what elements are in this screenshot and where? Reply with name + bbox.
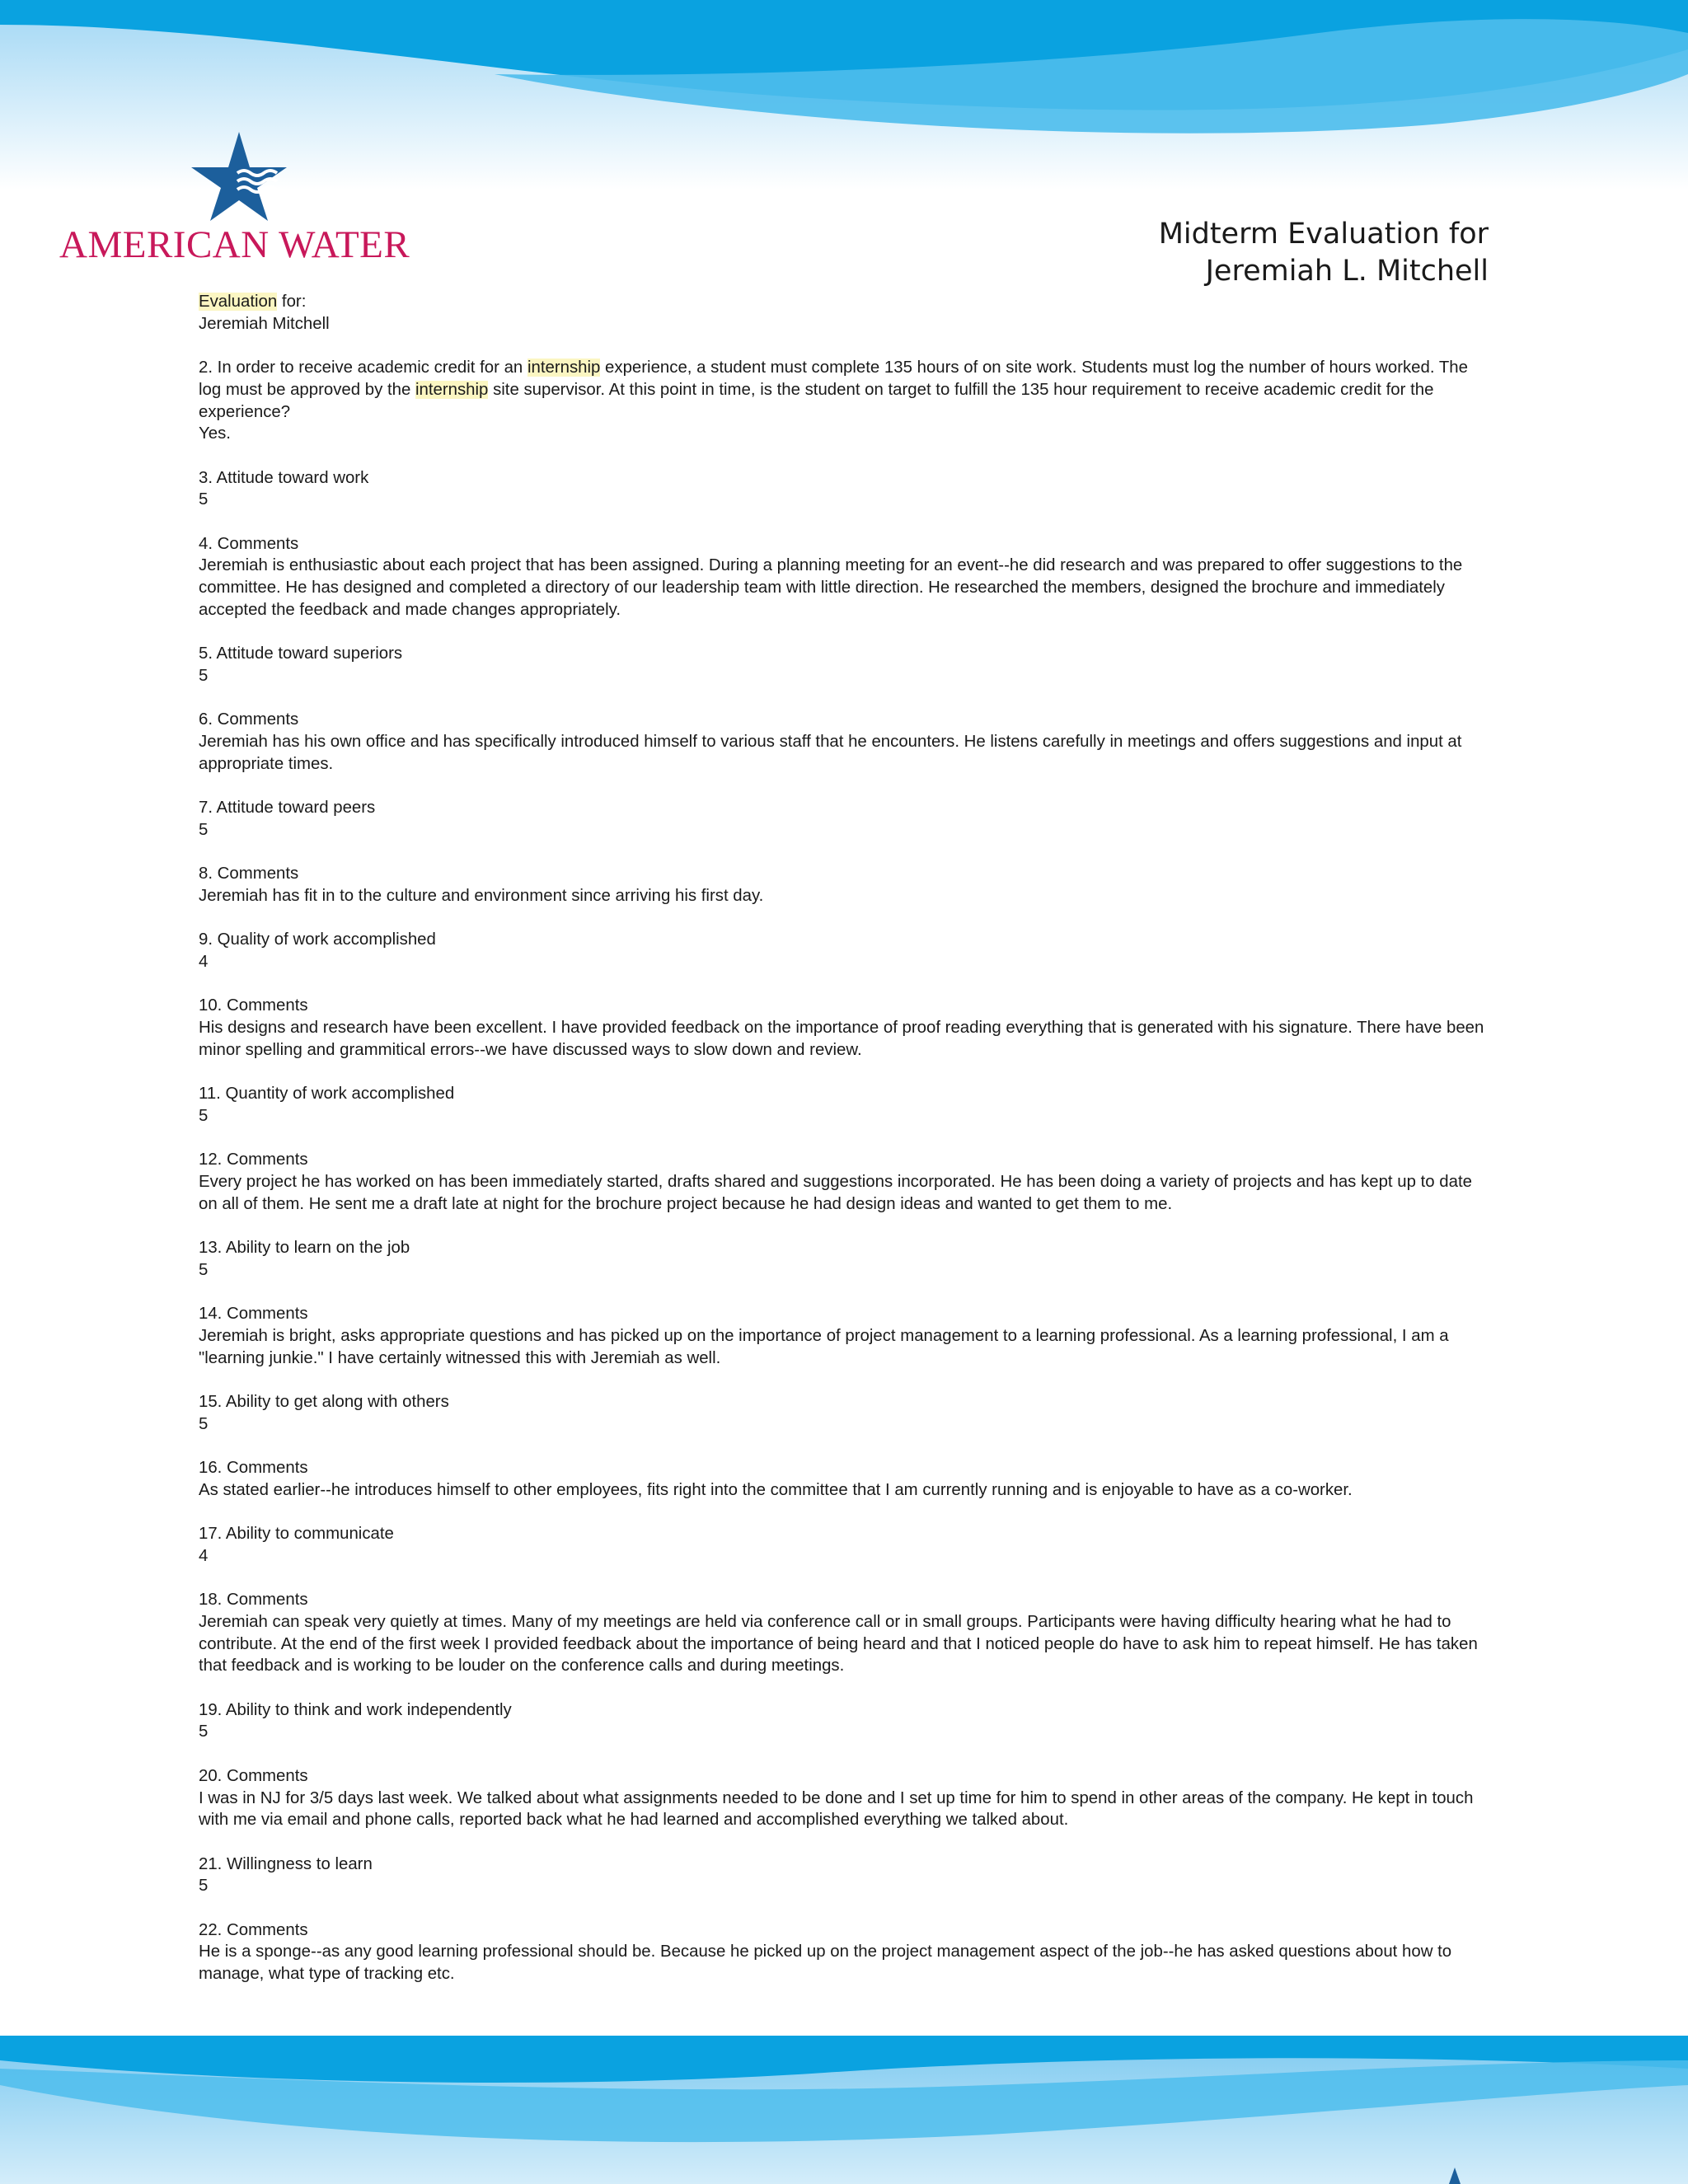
item-value: 4 (199, 1546, 209, 1565)
item-value: Jeremiah is enthusiastic about each project that has been assigned. During a planning meeting for an event--he did research and was prepared to offer suggestions to the committee. He has designed and completed a directory of our leadership team with little direction. He researched the members, designed the brochure and immediately accepted the feedback and made changes appropriately. (199, 556, 1463, 619)
title-line-2: Jeremiah L. Mitchell (1205, 255, 1489, 288)
item-value: 4 (199, 952, 209, 971)
item-label: 22. Comments (199, 1920, 308, 1939)
footer-wave-graphic (0, 2036, 1688, 2184)
highlighted-word: internship (527, 359, 601, 377)
item-label: 14. Comments (199, 1305, 308, 1324)
evaluation-for-label: Evaluation for: (199, 293, 307, 311)
item-value: 5 (199, 1260, 209, 1279)
evaluation-body (199, 291, 1493, 1985)
item-value: Every project he has worked on has been immediately started, drafts shared and suggestions incorporated. He has been doing a variety of projects and has kept up to date on all of them. He sent me a draft late at night for the brochure project because he had design ideas and wanted to get them to me. (199, 1172, 1472, 1213)
item-label: 18. Comments (199, 1591, 308, 1610)
page-title (1159, 216, 1489, 290)
item-value: Jeremiah has his own office and has specifically introduced himself to various staff that he encounters. He listens carefully in meetings and offers suggestions and input at appropriate times. (199, 732, 1462, 773)
item-value: 5 (199, 1722, 209, 1741)
item-label: 8. Comments (199, 865, 299, 883)
item-value: I was in NJ for 3/5 days last week. We talked about what assignments needed to be done and I set up time for him to spend in other areas of the company. He kept in touch with me via email and phone calls, reported back what he had learned and accomplished everything we talked about. (199, 1788, 1474, 1830)
item-label: 6. Comments (199, 710, 299, 729)
star-waves-icon (190, 130, 288, 221)
title-line-1: Midterm Evaluation for (1158, 218, 1489, 251)
student-name: Jeremiah Mitchell (199, 314, 330, 333)
star-icon (1436, 2168, 1474, 2184)
item-value: 5 (199, 1877, 209, 1896)
item-label: 16. Comments (199, 1459, 308, 1478)
item-value: 5 (199, 666, 209, 685)
question-2-answer: Yes. (199, 424, 231, 443)
item-label: 7. Attitude toward peers (199, 799, 376, 818)
item-value: 5 (199, 1414, 209, 1433)
item-value: 5 (199, 490, 209, 509)
item-label: 17. Ability to communicate (199, 1525, 394, 1544)
item-value: Jeremiah can speak very quietly at times. Many of my meetings are held via conference call or in small groups. Participants were having difficulty hearing what he had to contribute. At the end of the first week I provided feedback about the importance of being heard and that I noticed people do have to ask him to repeat himself. He has taken that feedback and is working to be louder on the conference calls and during meetings. (199, 1612, 1478, 1675)
item-label: 4. Comments (199, 534, 299, 553)
item-label: 10. Comments (199, 996, 308, 1015)
item-label: 12. Comments (199, 1151, 308, 1169)
american-water-logo (58, 130, 420, 270)
item-value: Jeremiah has fit in to the culture and environment since arriving his first day. (199, 886, 764, 905)
item-label: 13. Ability to learn on the job (199, 1239, 410, 1258)
item-value: As stated earlier--he introduces himself to other employees, fits right into the committee that I am currently running and is enjoyable to have as a co-worker. (199, 1480, 1353, 1499)
item-label: 15. Ability to get along with others (199, 1392, 449, 1411)
highlighted-word: internship (415, 380, 489, 399)
logo-wordmark: AMERICAN WATER (59, 223, 410, 266)
item-label: 11. Quantity of work accomplished (199, 1085, 455, 1104)
item-label: 3. Attitude toward work (199, 468, 369, 487)
highlighted-word: Evaluation (199, 293, 278, 311)
item-label: 20. Comments (199, 1766, 308, 1785)
item-value: He is a sponge--as any good learning professional should be. Because he picked up on the project management aspect of the job--he has asked questions about how to manage, what type of tracking etc. (199, 1943, 1452, 1984)
item-value: 5 (199, 1106, 209, 1125)
question-2-text: 2. In order to receive academic credit for an internship experience, a student must complete 135 hours of on site work. Students must log the number of hours worked. The log must be approved by the internship site supervisor. At this point in time, is the student on target to fulfill the 135 hour requirement to receive academic credit for the experience? (199, 359, 1468, 421)
item-label: 19. Ability to think and work independently (199, 1700, 512, 1719)
item-label: 5. Attitude toward superiors (199, 644, 403, 663)
item-label: 21. Willingness to learn (199, 1854, 373, 1873)
item-value: Jeremiah is bright, asks appropriate questions and has picked up on the importance of project management to a learning professional. As a learning professional, I am a "learning junkie." I have certainly witnessed this with Jeremiah as well. (199, 1326, 1449, 1367)
item-value: His designs and research have been excellent. I have provided feedback on the importance of proof reading everything that is generated with his signature. There have been minor spelling and grammitical errors--we have discussed ways to slow down and review. (199, 1019, 1484, 1059)
item-label: 9. Quality of work accomplished (199, 930, 436, 949)
item-value: 5 (199, 820, 209, 839)
